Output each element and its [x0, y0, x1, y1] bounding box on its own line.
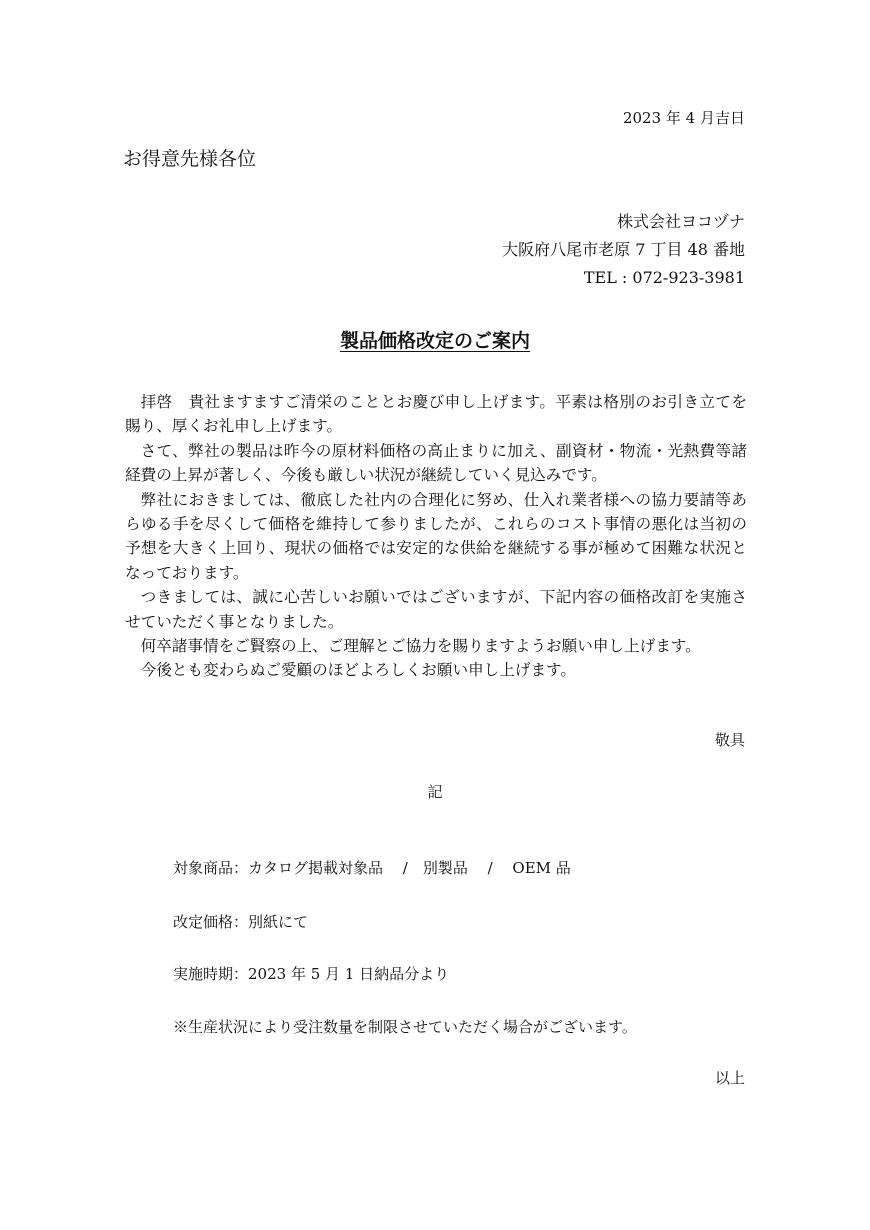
sender-company: 株式会社ヨコヅナ [616, 212, 745, 231]
sender-block [502, 208, 745, 292]
body-paragraph: 拝啓 貴社ますますご清栄のこととお慶び申し上げます。平素は格別のお引き立てを賜り、厚くお礼申し上げます。 [125, 393, 747, 436]
body-paragraph: さて、弊社の製品は昨今の原材料価格の高止まりに加え、副資材・物流・光熱費等諸経費の上昇が著しく、今後も厳しい状況が継続していく見込みです。 [125, 441, 747, 485]
closing-ijo: 以上 [714, 1069, 745, 1087]
document-title: 製品価格改定のご案内 [339, 330, 530, 352]
body-paragraph: 弊社におきましては、徹底した社内の合理化に努め、仕入れ業者様への協力要請等あらゆる手を尽くして価格を維持して参りましたが、これらのコスト事情の悪化は当初の予想を大きく上回り、現状の価格では安定的な供給を継続する事が極めて困難な状況となっております。 [125, 490, 747, 582]
detail-note: ※生産状況により受注数量を制限させていただく場合がございます。 [173, 1018, 637, 1036]
document-date: 2023 年 4 月吉日 [622, 109, 745, 127]
closing-keigu: 敬具 [714, 731, 745, 749]
body-text [125, 390, 747, 683]
detail-target-products: 対象商品：カタログ掲載対象品 / 別製品 / OEM 品 [173, 859, 571, 877]
sender-address: 大阪府八尾市老原 7 丁目 48 番地 [502, 240, 745, 259]
recipient: お得意先様各位 [123, 148, 257, 170]
detail-effective-date: 実施時期：2023 年 5 月 1 日納品分より [173, 965, 450, 983]
body-paragraph: つきましては、誠に心苦しいお願いではございますが、下記内容の価格改訂を実施させていただく事となりました。 [125, 588, 747, 631]
detail-revised-price: 改定価格：別紙にて [173, 913, 309, 931]
sender-tel: TEL : 072-923-3981 [583, 268, 745, 287]
body-paragraph: 何卒諸事情をご賢察の上、ご理解とご協力を賜りますようお願い申し上げます。 [140, 637, 701, 656]
ki-heading: 記 [427, 783, 443, 801]
body-paragraph: 今後とも変わらぬご愛顧のほどよろしくお願い申し上げます。 [140, 661, 576, 680]
